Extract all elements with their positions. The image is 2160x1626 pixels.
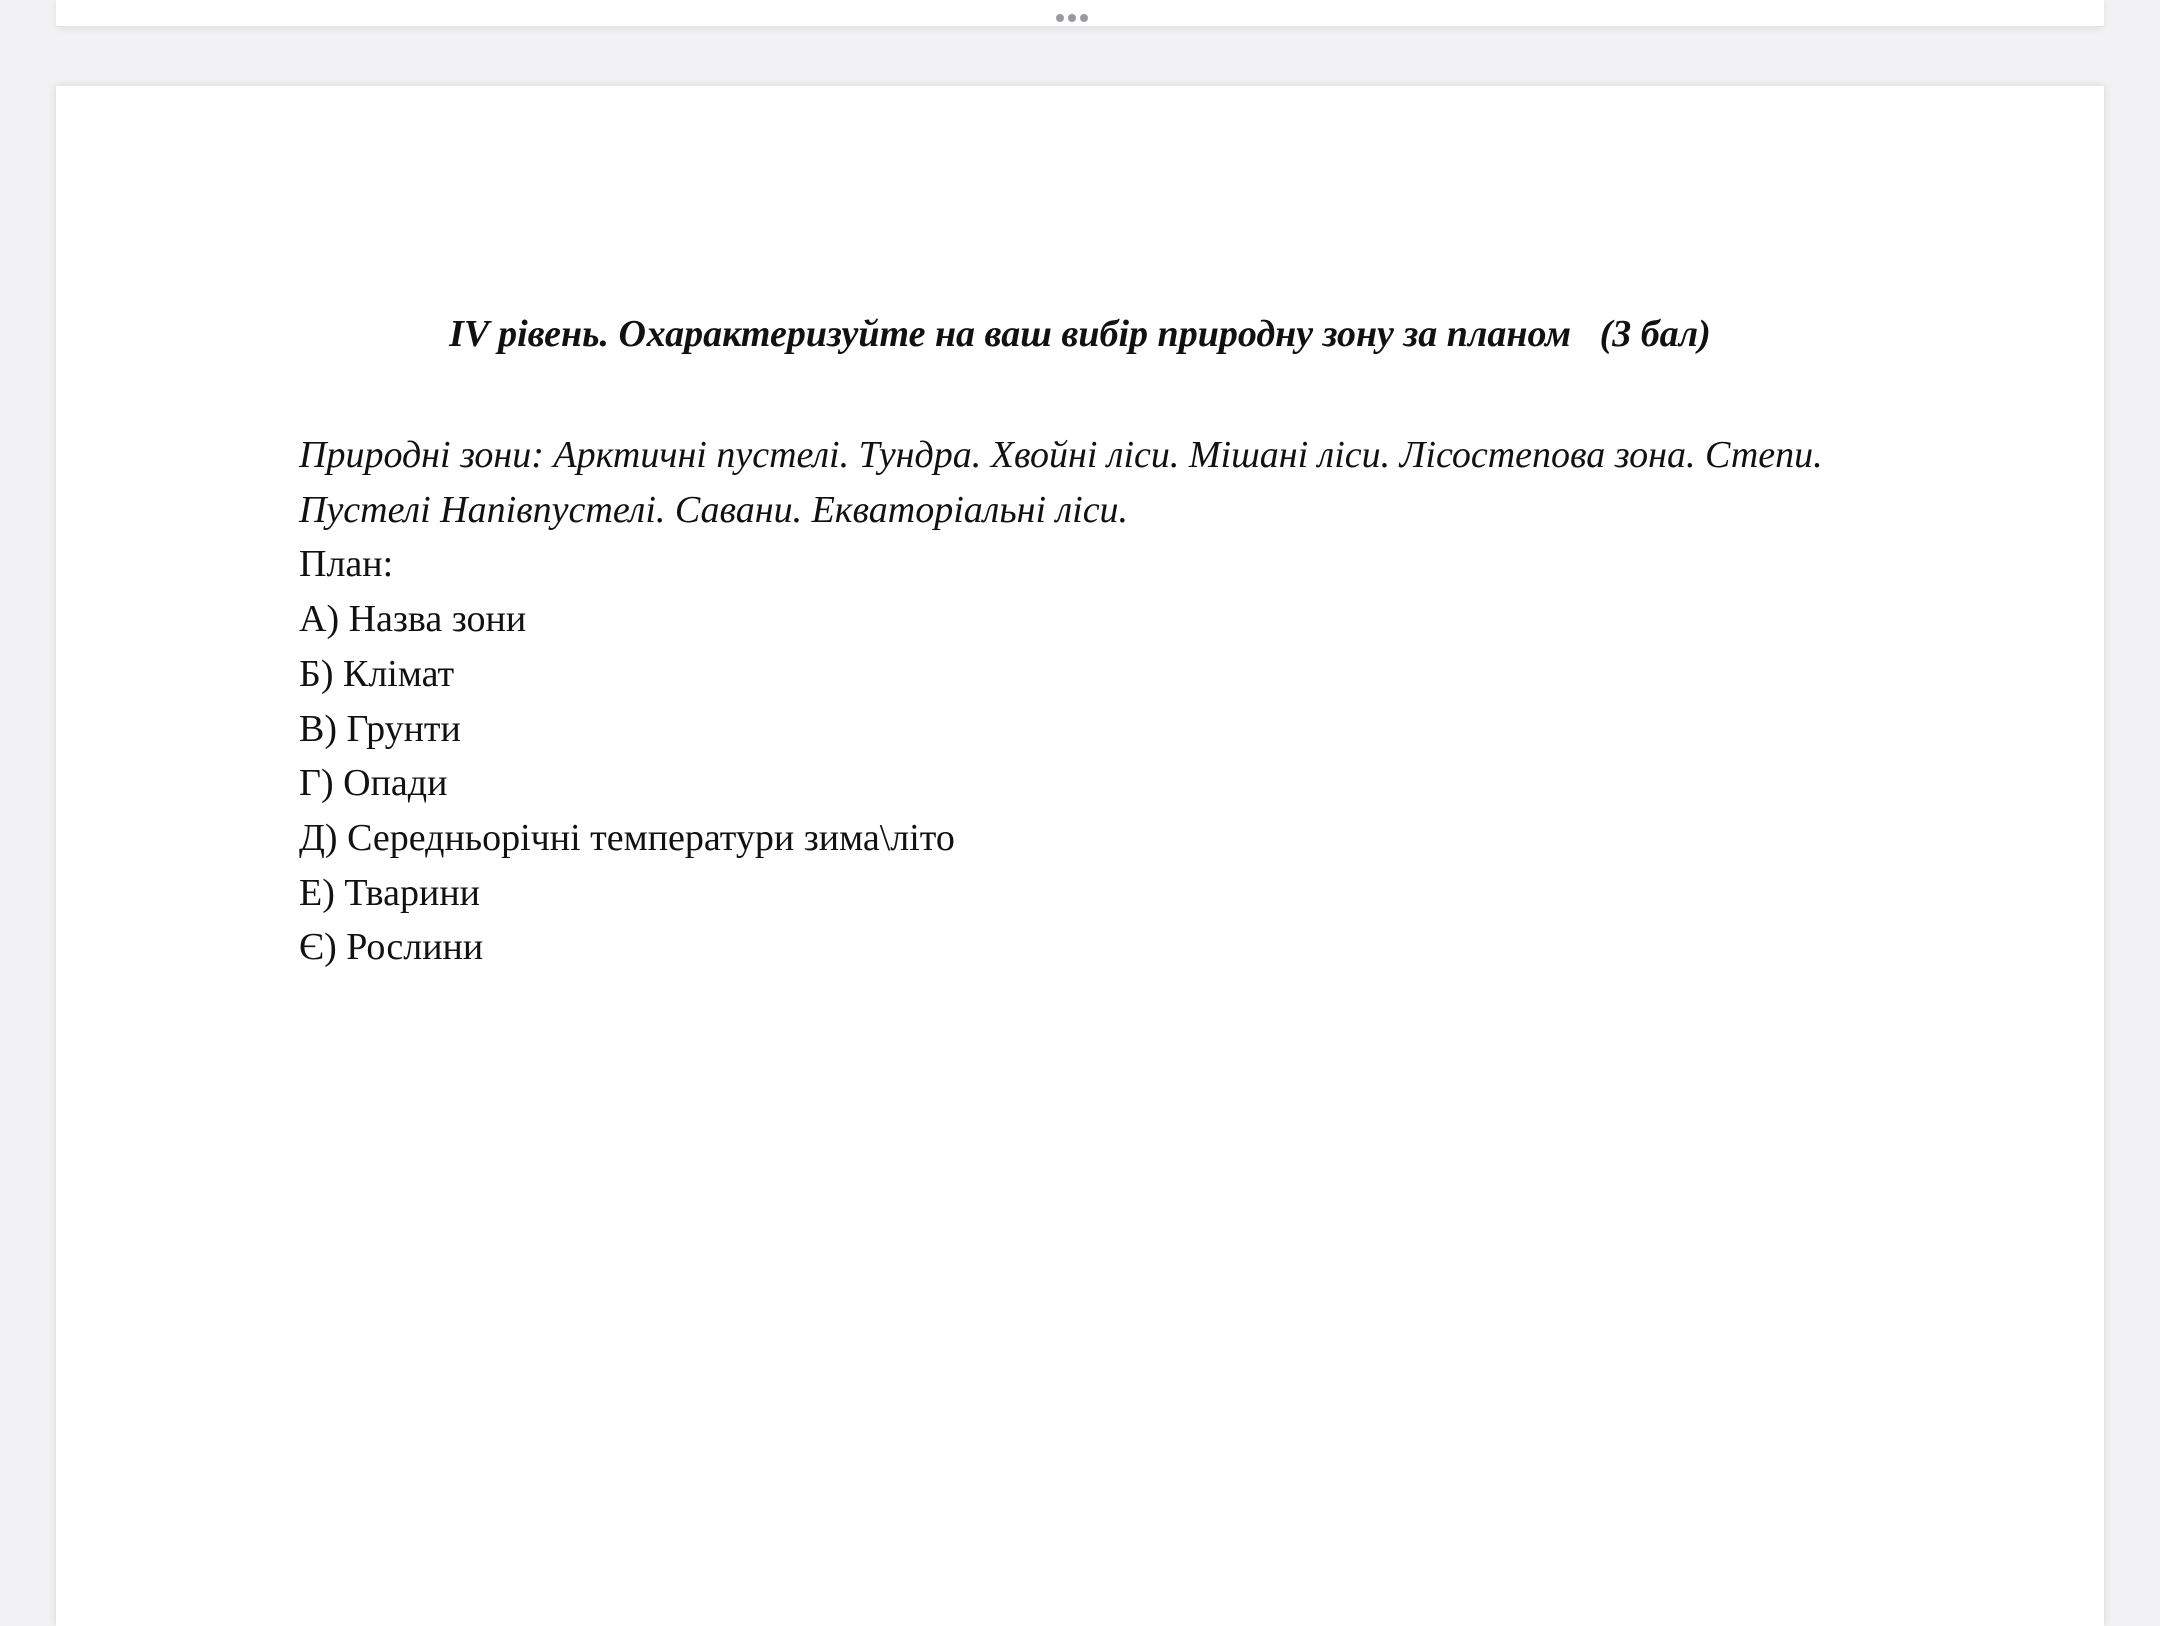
plan-item-a: А) Назва зони: [299, 598, 527, 641]
document-page: [56, 86, 2104, 1626]
plan-item-e: Е) Тварини: [299, 871, 481, 914]
dot-icon: [1068, 14, 1076, 22]
plan-item-d: Д) Середньорічні температури зима\літо: [299, 816, 955, 859]
page-handle-icon[interactable]: [1056, 14, 1088, 22]
dot-icon: [1056, 14, 1064, 22]
dot-icon: [1080, 14, 1088, 22]
plan-label: План:: [299, 543, 394, 586]
task-heading: IV рівень. Охарактеризуйте на ваш вибір природну зону за планом (3 бал): [449, 313, 1711, 355]
plan-item-b: Б) Клімат: [299, 652, 455, 695]
plan-item-g: Г) Опади: [299, 762, 448, 805]
plan-item-v: В) Грунти: [299, 707, 461, 750]
document-body: [299, 428, 1879, 975]
plan-item-ye: Є) Рослини: [299, 926, 484, 969]
natural-zones-list: Природні зони: Арктичні пустелі. Тундра. Хвойні ліси. Мішані ліси. Лісостепова зона. Степи. Пустелі Напівпустелі. Савани. Екваторіальні ліси.: [299, 434, 1823, 531]
